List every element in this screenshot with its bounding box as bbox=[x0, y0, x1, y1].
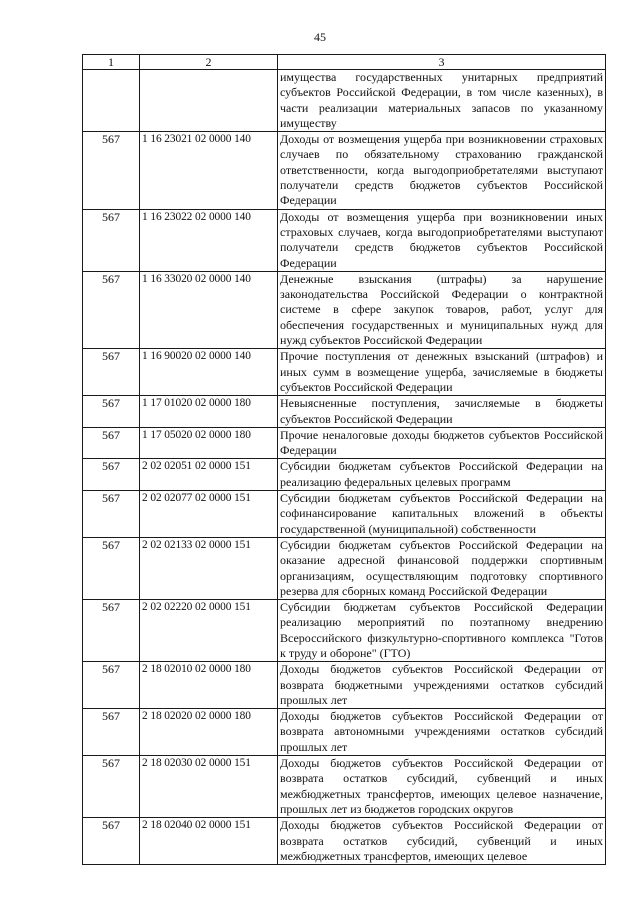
table-row bbox=[83, 349, 606, 396]
admin-cell: 567 bbox=[83, 756, 140, 818]
description-cell: Доходы от возмещения ущерба при возникновении иных страховых случаев, когда выгодоприобретателями выступают получатели средств бюджетов субъектов Российской Федерации bbox=[278, 209, 606, 271]
table-row bbox=[83, 709, 606, 756]
description-cell: Субсидии бюджетам субъектов Российской Федерации на софинансирование капитальных вложений в объекты государственной (муниципальной) собственности bbox=[278, 491, 606, 538]
table-row bbox=[83, 427, 606, 459]
description-cell: Субсидии бюджетам субъектов Российской Федерации реализацию мероприятий по поэтапному внедрению Всероссийского физкультурно-спортивного комплекса "Готов к труду и обороне" (ГТО) bbox=[278, 600, 606, 662]
code-cell: 1 16 23021 02 0000 140 bbox=[140, 132, 278, 209]
description-cell: Доходы бюджетов субъектов Российской Федерации от возврата остатков субсидий, субвенций и иных межбюджетных трансфертов, имеющих целевое назначение, прошлых лет из бюджетов городских округов bbox=[278, 756, 606, 818]
admin-cell: 567 bbox=[83, 709, 140, 756]
description-cell: Доходы бюджетов субъектов Российской Федерации от возврата остатков субсидий, субвенций и иных межбюджетных трансфертов, имеющих целевое bbox=[278, 818, 606, 865]
revenue-codes-table bbox=[82, 54, 606, 865]
table-row bbox=[83, 818, 606, 865]
description-cell: Доходы бюджетов субъектов Российской Федерации от возврата бюджетными учреждениями остатков субсидий прошлых лет bbox=[278, 662, 606, 709]
admin-cell: 567 bbox=[83, 491, 140, 538]
table-row bbox=[83, 396, 606, 428]
code-cell: 1 16 90020 02 0000 140 bbox=[140, 349, 278, 396]
admin-cell: 567 bbox=[83, 818, 140, 865]
description-cell: Прочие поступления от денежных взысканий (штрафов) и иных сумм в возмещение ущерба, зачисляемые в бюджеты субъектов Российской Федерации bbox=[278, 349, 606, 396]
table-row bbox=[83, 537, 606, 599]
table-header-row bbox=[83, 55, 606, 70]
code-cell: 2 02 02133 02 0000 151 bbox=[140, 537, 278, 599]
description-cell: имущества государственных унитарных предприятий субъектов Российской Федерации, в том числе казенных), в части реализации материальных запасов по указанному имуществу bbox=[278, 70, 606, 132]
table-row bbox=[83, 662, 606, 709]
description-cell: Субсидии бюджетам субъектов Российской Федерации на реализацию федеральных целевых программ bbox=[278, 459, 606, 491]
admin-cell: 567 bbox=[83, 459, 140, 491]
admin-cell: 567 bbox=[83, 396, 140, 428]
admin-cell: 567 bbox=[83, 662, 140, 709]
code-cell: 1 17 05020 02 0000 180 bbox=[140, 427, 278, 459]
table-row bbox=[83, 491, 606, 538]
description-cell: Прочие неналоговые доходы бюджетов субъектов Российской Федерации bbox=[278, 427, 606, 459]
admin-cell: 567 bbox=[83, 600, 140, 662]
description-cell: Денежные взыскания (штрафы) за нарушение законодательства Российской Федерации о контрактной системе в сфере закупок товаров, работ, услуг для обеспечения государственных и муниципальных нужд для нужд субъектов Российской Федерации bbox=[278, 271, 606, 348]
admin-cell bbox=[83, 70, 140, 132]
table-row bbox=[83, 132, 606, 209]
description-cell: Доходы бюджетов субъектов Российской Федерации от возврата автономными учреждениями остатков субсидий прошлых лет bbox=[278, 709, 606, 756]
column-header-description: 3 bbox=[278, 55, 606, 70]
code-cell: 2 18 02040 02 0000 151 bbox=[140, 818, 278, 865]
admin-cell: 567 bbox=[83, 209, 140, 271]
code-cell: 2 02 02077 02 0000 151 bbox=[140, 491, 278, 538]
code-cell: 1 16 33020 02 0000 140 bbox=[140, 271, 278, 348]
code-cell: 2 02 02051 02 0000 151 bbox=[140, 459, 278, 491]
code-cell bbox=[140, 70, 278, 132]
column-header-code: 2 bbox=[140, 55, 278, 70]
code-cell: 1 17 01020 02 0000 180 bbox=[140, 396, 278, 428]
code-cell: 2 18 02030 02 0000 151 bbox=[140, 756, 278, 818]
code-cell: 2 18 02010 02 0000 180 bbox=[140, 662, 278, 709]
admin-cell: 567 bbox=[83, 271, 140, 348]
table-row bbox=[83, 459, 606, 491]
code-cell: 2 02 02220 02 0000 151 bbox=[140, 600, 278, 662]
admin-cell: 567 bbox=[83, 537, 140, 599]
column-header-admin: 1 bbox=[83, 55, 140, 70]
code-cell: 2 18 02020 02 0000 180 bbox=[140, 709, 278, 756]
description-cell: Невыясненные поступления, зачисляемые в бюджеты субъектов Российской Федерации bbox=[278, 396, 606, 428]
page-number: 45 bbox=[314, 30, 326, 44]
code-cell: 1 16 23022 02 0000 140 bbox=[140, 209, 278, 271]
table-row bbox=[83, 756, 606, 818]
table-row bbox=[83, 271, 606, 348]
table-row-continuation bbox=[83, 70, 606, 132]
admin-cell: 567 bbox=[83, 349, 140, 396]
table-row bbox=[83, 600, 606, 662]
description-cell: Доходы от возмещения ущерба при возникновении страховых случаев по обязательному страхованию гражданской ответственности, когда выгодоприобретателями выступают получатели средств бюджетов субъектов Российской Федерации bbox=[278, 132, 606, 209]
table-row bbox=[83, 209, 606, 271]
admin-cell: 567 bbox=[83, 427, 140, 459]
description-cell: Субсидии бюджетам субъектов Российской Федерации на оказание адресной финансовой поддержки спортивным организациям, осуществляющим подготовку спортивного резерва для сборных команд Российской Федерации bbox=[278, 537, 606, 599]
admin-cell: 567 bbox=[83, 132, 140, 209]
